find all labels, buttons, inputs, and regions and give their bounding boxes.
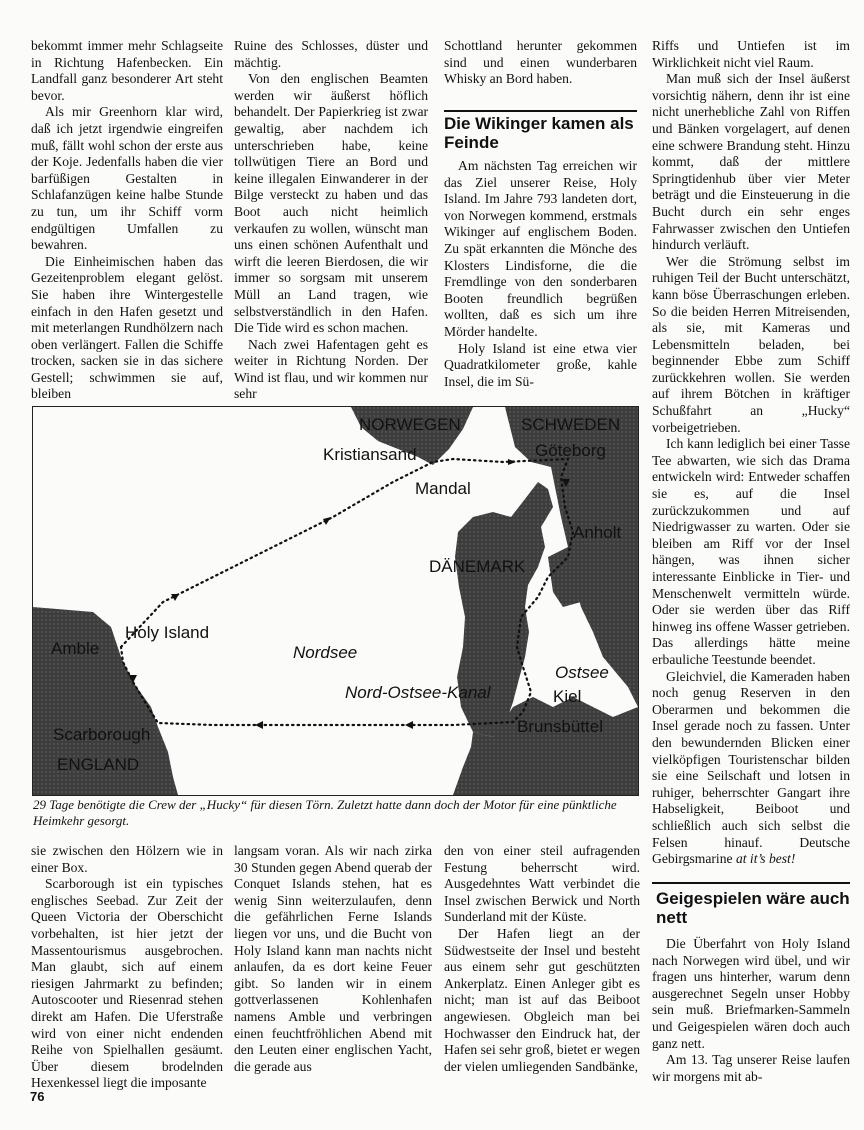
route-arrow	[323, 517, 331, 525]
column-1-bottom	[31, 843, 223, 1092]
map-label-nordsee: Nordsee	[293, 643, 358, 662]
column-1-top	[31, 38, 223, 403]
paragraph	[652, 669, 850, 868]
paragraph: Man muß sich der Insel äußerst vorsichtig nähern, denn ihr ist eine nicht unerhebliche Zahl von Riffen und Bänken vorgelagert, auf denen eine schwere Brandung steht. Hinzu kommt, daß der mittlere Springtidenhub über vier Meter beträgt und die Einsteuerung in die Bucht durch ein sehr enges Fahrwasser zwischen den Untiefen hindurch verläuft.	[652, 71, 850, 253]
map-label-kiel: Kiel	[553, 687, 582, 706]
map-label-danemark: DÄNEMARK	[429, 557, 526, 576]
paragraph: Die Einheimischen haben das Gezeitenproblem elegant gelöst. Sie haben ihre Wintergestelle einfach in den Hafen gesetzt und mit meterlangen Rundhölzern nach oben verlängert. Fallen die Schiffe trocken, sacken sie in das sichere Gestell; schwimmen sie auf, bleiben	[31, 253, 223, 402]
paragraph: Die Überfahrt von Holy Island nach Norwegen wird übel, und wir fragen uns hinterher, warum denn ausgerechnet Segeln unser Hobby sein muß. Briefmarken-Sammeln und Geigespielen wären doch auch ganz nett.	[652, 936, 850, 1051]
paragraph: Der Hafen liegt an der Südwestseite der Insel und besteht aus einem sehr gut geschützten Ankerplatz. Einen Anleger gibt es nicht; man ist auf das Beiboot angewiesen. Obgleich man bei Hochwasser den Eindruck hat, der Hafen sei sehr groß, bietet er wegen der vielen umliegenden Sandbänke,	[444, 925, 640, 1074]
paragraph: Schottland herunter gekommen sind und einen wunderbaren Whisky an Bord haben.	[444, 38, 637, 87]
paragraph: Am nächsten Tag erreichen wir das Ziel unserer Reise, Holy Island. Im Jahre 793 landeten dort, von Norwegen kommend, erstmals Wikinger auf englischem Boden. Zu spät erkannten die Mönche des Klosters Lindisforne, die die Fremdlinge von den sonderbaren Booten freundlich begrüßen wollten, daß es sich um ihre Mörder handelte.	[444, 158, 637, 339]
column-4-bottom	[652, 936, 850, 1085]
column-3-top	[444, 38, 637, 88]
map-label-brunsbuttel: Brunsbüttel	[517, 717, 603, 736]
route-map	[32, 406, 639, 796]
column-3-body	[444, 158, 637, 390]
map-label-ostsee: Ostsee	[555, 663, 609, 682]
paragraph: Als mir Greenhorn klar wird, daß ich jetzt irgendwie eingreifen muß, fällt wohl schon der erste aus der Koje. Jedenfalls haben die vier barfüßigen Gestalten in Schlafanzügen keine halbe Stunde zu tun, um ihr Schiff vorm endgültigen Umfallen zu bewahren.	[31, 104, 223, 253]
paragraph: Riffs und Untiefen ist im Wirklichkeit nicht viel Raum.	[652, 38, 850, 70]
map-label-anholt: Anholt	[573, 523, 622, 542]
paragraph-text: Gleichviel, die Kameraden haben noch genug Reserven in den Oberarmen und bekommen die Insel gerade noch zu fassen. Unter den bewundernden Blicken einer vielköpfigen Touristenschar bilden sie eine Seilschaft und lotsen in ruhiger, beherrschter Gangart ihre Habseligkeit, Beiboot und schließlich auch sich selbst die Felsen hinauf. Deutsche Gebirgsmarine	[652, 668, 850, 867]
column-4	[652, 38, 850, 868]
column-3-bottom	[444, 843, 640, 1075]
page-number: 76	[30, 1089, 45, 1104]
map-caption: 29 Tage benötigte die Crew der „Hucky“ für diesen Törn. Zuletzt hatte dann doch der Motor für eine pünktliche Heimkehr gesorgt.	[33, 797, 617, 828]
section-heading-geige: Geigespielen wäre auch nett	[656, 889, 850, 927]
paragraph: Ruine des Schlosses, düster und mächtig.	[234, 38, 428, 70]
map-label-kristiansand: Kristiansand	[323, 445, 417, 464]
paragraph: Nach zwei Hafentagen geht es weiter in Richtung Norden. Der Wind ist flau, und wir kommen nur sehr	[234, 336, 428, 402]
column-2-top	[234, 38, 428, 403]
paragraph: Ich kann lediglich bei einer Tasse Tee abwarten, wie sich das Drama entwickeln wird: Entweder schaffen sie es, auf die Insel zurückzukommen und auf Niedrigwasser zu warten. Oder sie bleiben am Riff vor der Insel hängen, was ihnen sicher interessante Einblicke in Tier- und Menschenwelt vermitteln würde. Oder sie werden über das Riff hinweg ins offene Wasser getrieben. Das allerdings hätte meine erbauliche Teestunde beendet.	[652, 436, 850, 667]
paragraph: Am 13. Tag unserer Reise laufen wir morgens mit ab-	[652, 1052, 850, 1084]
paragraph: Holy Island ist eine etwa vier Quadratkilometer große, kahle Insel, die im Sü-	[444, 340, 637, 389]
italic-phrase: at it’s best!	[735, 851, 796, 867]
route-arrow	[255, 721, 263, 729]
column-2-bottom	[234, 843, 432, 1075]
map-label-scarborough: Scarborough	[53, 725, 151, 744]
paragraph: sie zwischen den Hölzern wie in einer Box.	[31, 843, 223, 875]
paragraph: langsam voran. Als wir nach zirka 30 Stunden gegen Abend querab der Conquet Islands stehen, hat es wenig Sinn weiterzulaufen, denn die gefährlichen Ferne Islands liegen vor uns, und die Bucht von Holy Island kann man nachts nicht anlaufen, da es dort keine Feuer gibt. So landen wir in einem gottverlassenen Kohlenhafen namens Amble und verbringen einen feuchtfröhlichen Abend mit den Leuten einer englischen Yacht, die gerade aus	[234, 843, 432, 1074]
map-label-mandal: Mandal	[415, 479, 471, 498]
paragraph: Scarborough ist ein typisches englisches Seebad. Zur Zeit der Queen Victoria der Oberschicht vorbehalten, ist hier jetzt der Massentourismus ausgebrochen. Man glaubt, sich auf einem riesigen Jahrmarkt zu befinden; Autoscooter und Riesenrad stehen direkt am Hafen. Die Uferstraße wird von einer nicht endenden Reihe von Spielhallen gesäumt. Über diesem brodelnden Hexenkessel liegt die imposante	[31, 876, 223, 1091]
map-label-goteborg: Göteborg	[535, 441, 606, 460]
route-arrow	[405, 721, 413, 729]
section-heading-wikinger: Die Wikinger kamen als Feinde	[444, 114, 634, 152]
map-label-england: ENGLAND	[57, 755, 140, 774]
map-label-schweden: SCHWEDEN	[521, 415, 621, 434]
paragraph: bekommt immer mehr Schlagseite in Richtung Hafenbecken. Ein Landfall ganz besonderer Art steht bevor.	[31, 38, 223, 103]
map-label-amble: Amble	[51, 639, 100, 658]
heading-rule	[444, 110, 637, 112]
paragraph: Von den englischen Beamten werden wir äußerst höflich behandelt. Der Papierkrieg ist zwar gewaltig, aber nachdem ich unterschrieben habe, keine tollwütigen Tiere an Bord und keine illegalen Einwanderer in der Bilge versteckt zu haben und das Boot auch nicht heimlich verkaufen zu wollen, wünscht man uns einen schönen Aufenthalt und wirft die leeren Bierdosen, die wir immer so sorgsam mit unserem Müll an Land tragen, wie selbstverständlich in den Hafen. Die Tide wird es schon machen.	[234, 71, 428, 336]
heading-rule	[652, 882, 850, 884]
route-arrow	[508, 459, 516, 465]
paragraph: den von einer steil aufragenden Festung beherrscht wird. Ausgedehntes Watt verbindet die Insel zwischen Berwick und North Sunderland mit der Küste.	[444, 843, 640, 925]
map-label-norwegen: NORWEGEN	[359, 415, 461, 434]
map-label-holy-island: Holy Island	[125, 623, 210, 642]
paragraph: Wer die Strömung selbst im ruhigen Teil der Bucht unterschätzt, kann böse Überraschungen erleben. So die beiden Herren Mitreisenden, als sie, mit Kameras und Lebensmitteln beladen, bei beginnender Ebbe zum Schiff zurückkehren wollen. Sie werden auf ihrem Bötchen in kräftiger Schußfahrt an „Hucky“ vorbeigetrieben.	[652, 253, 850, 435]
map-label-kanal: Nord-Ostsee-Kanal	[345, 683, 491, 702]
